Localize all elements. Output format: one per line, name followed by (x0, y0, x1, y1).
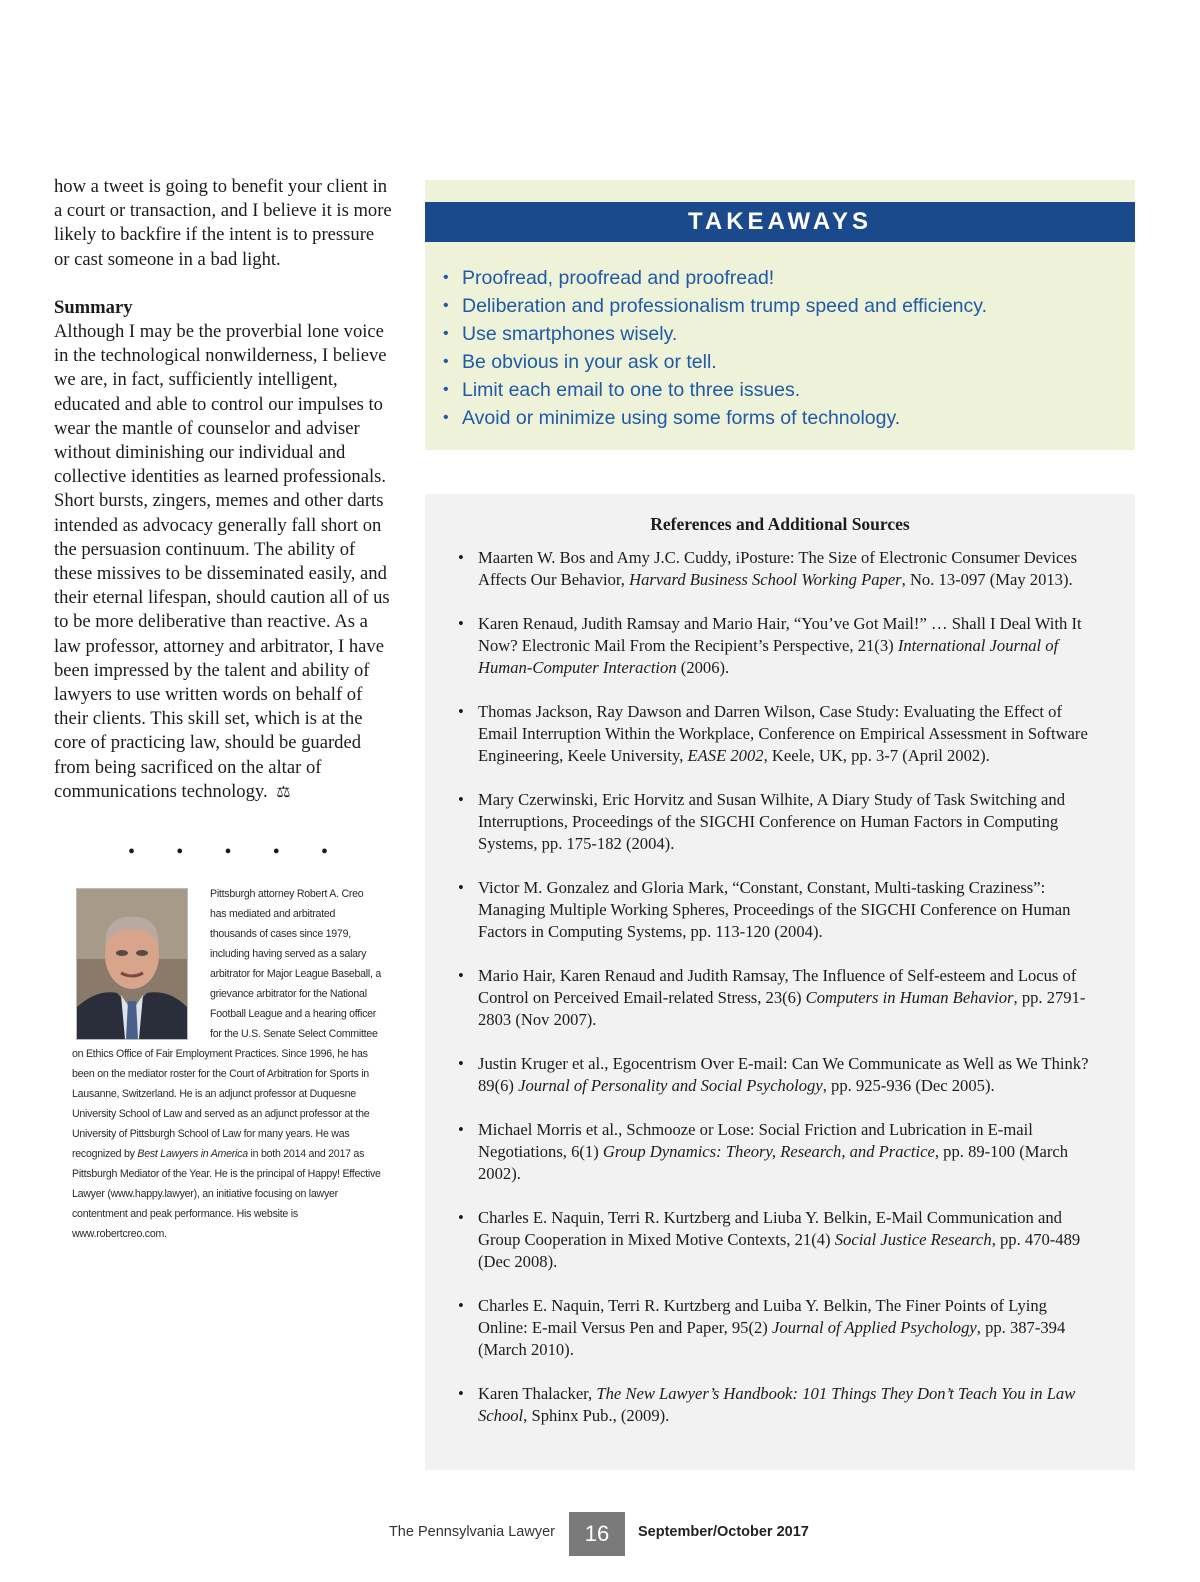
takeaways-box (425, 180, 1135, 450)
takeaways-title: TAKEAWAYS (425, 202, 1135, 242)
summary-heading: Summary (54, 296, 133, 318)
issue-date: September/October 2017 (638, 1524, 809, 1540)
reference-item: • Mario Hair, Karen Renaud and Judith Ramsay, The Influence of Self-esteem and Locus of Control on Perceived Email-related Stress, 23(6) Computers in Human Behavior, pp. 2791-2803 (Nov 2007). (458, 965, 1098, 1031)
separator-dot: • (272, 841, 280, 863)
takeaway-item: • Limit each email to one to three issues. (443, 376, 987, 404)
takeaways-list (443, 264, 987, 432)
reference-item: • Karen Thalacker, The New Lawyer’s Handbook: 101 Things They Don’t Teach You in Law School, Sphinx Pub., (2009). (458, 1383, 1098, 1427)
article-body (54, 175, 394, 805)
takeaway-item: • Be obvious in your ask or tell. (443, 348, 987, 376)
scales-icon: ⚖ (276, 783, 291, 801)
references-title: References and Additional Sources (650, 514, 910, 534)
bio-text: Pittsburgh attorney Robert A. Creo has mediated and arbitrated thousands of cases since 1979, including having served as a salary arbitrator for Major League Baseball, a grievance arbitrator for the National Football League and a hearing officer for the U.S. Senate Select Committee on Ethics Office of Fair Employment Practices. Since 1996, he has been on the mediator roster for the Court of Arbitration for Sports in Lausanne, Switzerland. He is an adjunct professor at Duquesne University School of Law and served as an adjunct professor at the University of Pittsburgh School of Law for many years. He was recognized by Best Lawyers in America in both 2014 and 2017 as Pittsburgh Mediator of the Year. He is the principal of Happy! Effective Lawyer (www.happy.lawyer), an initiative focusing on lawyer contentment and peak performance. His website is www.robertcreo.com. (72, 888, 382, 1240)
reference-item: • Maarten W. Bos and Amy J.C. Cuddy, iPosture: The Size of Electronic Consumer Devices Affects Our Behavior, Harvard Business School Working Paper, No. 13-097 (May 2013). (458, 547, 1098, 591)
publication-name: The Pennsylvania Lawyer (388, 1524, 555, 1540)
reference-item: • Karen Renaud, Judith Ramsay and Mario Hair, “You’ve Got Mail!” … Shall I Deal With It Now? Electronic Mail From the Recipient’s Perspective, 21(3) International Journal of Human-Computer Interaction (2006). (458, 613, 1098, 679)
summary-paragraph (54, 296, 394, 805)
separator-dot: • (224, 841, 232, 863)
author-bio (72, 884, 382, 1244)
reference-item: • Charles E. Naquin, Terri R. Kurtzberg and Luiba Y. Belkin, The Finer Points of Lying Online: E-mail Versus Pen and Paper, 95(2) Journal of Applied Psychology, pp. 387-394 (March 2010). (458, 1295, 1098, 1361)
reference-item: • Justin Kruger et al., Egocentrism Over E-mail: Can We Communicate as Well as We Think? 89(6) Journal of Personality and Social Psychology, pp. 925-936 (Dec 2005). (458, 1053, 1098, 1097)
references-box (425, 494, 1135, 1470)
reference-item: • Victor M. Gonzalez and Gloria Mark, “Constant, Constant, Multi-tasking Craziness”: Managing Multiple Working Spheres, Proceedings of the SIGCHI Conference on Human Factors in Computing Systems, pp. 113-120 (2004). (458, 877, 1098, 943)
intro-paragraph: how a tweet is going to benefit your client in a court or transaction, and I believe it is more likely to backfire if the intent is to pressure or cast someone in a bad light. (54, 176, 392, 270)
takeaway-item: • Proofread, proofread and proofread! (443, 264, 987, 292)
separator-dot: • (128, 841, 136, 863)
author-photo (76, 888, 188, 1040)
separator-dot: • (176, 841, 184, 863)
summary-text: Although I may be the proverbial lone voice in the technological nonwilderness, I believe we are, in fact, sufficiently intelligent, educated and able to control our impulses to wear the mantle of counselor and adviser without diminishing our individual and collective identities as learned professionals. Short bursts, zingers, memes and other darts intended as advocacy generally fall short on the persuasion continuum. The ability of these missives to be disseminated easily, and their eternal lifespan, should caution all of us to be more deliberative than reactive. As a law professor, attorney and arbitrator, I have been impressed by the talent and ability of lawyers to use written words on behalf of their clients. This skill set, which is at the core of practicing law, should be guarded from being sacrificed on the altar of communications technology. (54, 321, 390, 802)
takeaway-item: • Deliberation and professionalism trump speed and efficiency. (443, 292, 987, 320)
section-separator (128, 842, 328, 862)
takeaway-item: • Avoid or minimize using some forms of technology. (443, 404, 987, 432)
separator-dot: • (320, 841, 328, 863)
references-list (458, 547, 1098, 1449)
reference-item: • Thomas Jackson, Ray Dawson and Darren Wilson, Case Study: Evaluating the Effect of Email Interruption Within the Workplace, Conference on Empirical Assessment in Software Engineering, Keele University, EASE 2002, Keele, UK, pp. 3-7 (April 2002). (458, 701, 1098, 767)
reference-item: • Michael Morris et al., Schmooze or Lose: Social Friction and Lubrication in E-mail Negotiations, 6(1) Group Dynamics: Theory, Research, and Practice, pp. 89-100 (March 2002). (458, 1119, 1098, 1185)
page-footer (0, 1512, 1200, 1556)
reference-item: • Charles E. Naquin, Terri R. Kurtzberg and Liuba Y. Belkin, E-Mail Communication and Group Cooperation in Mixed Motive Contexts, 21(4) Social Justice Research, pp. 470-489 (Dec 2008). (458, 1207, 1098, 1273)
page-number: 16 (569, 1512, 625, 1556)
takeaway-item: • Use smartphones wisely. (443, 320, 987, 348)
reference-item: • Mary Czerwinski, Eric Horvitz and Susan Wilhite, A Diary Study of Task Switching and Interruptions, Proceedings of the SIGCHI Conference on Human Factors in Computing Systems, pp. 175-182 (2004). (458, 789, 1098, 855)
